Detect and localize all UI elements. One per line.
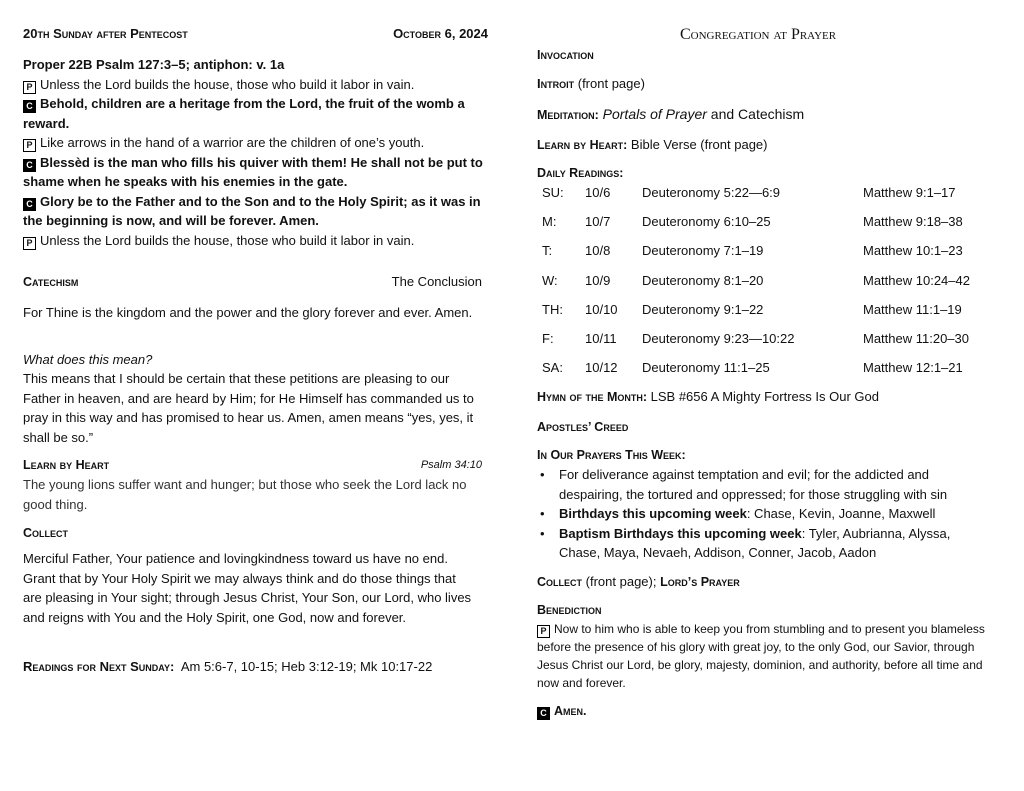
- congregation-response-icon: C: [23, 159, 36, 172]
- catechism-text: For Thine is the kingdom and the power and the glory forever and ever. Amen.: [23, 305, 473, 320]
- learn-by-heart-heading: Learn by Heart: [23, 458, 110, 472]
- next-sunday-text: Am 5:6-7, 10-15; Heb 3:12-19; Mk 10:17-22: [180, 659, 433, 674]
- hymn-line: Hymn of the Month: LSB #656 A Mighty Fortress Is Our God: [537, 389, 879, 404]
- catechism-part: The Conclusion: [391, 274, 482, 289]
- next-sunday-readings: Readings for Next Sunday: Am 5:6-7, 10-15; Heb 3:12-19; Mk 10:17-22: [23, 659, 433, 674]
- psalm-line: C Blessèd is the man who fills his quiver with them! He shall not be put to shame when he speaks with his enemies in the gate.: [23, 154, 483, 189]
- learn-by-heart-line: Learn by Heart: Bible Verse (front page): [537, 137, 768, 152]
- catechism-heading: Catechism: [23, 275, 79, 289]
- list-item: • Baptism Birthdays this upcoming week: Tyler, Aubrianna, Alyssa, Chase, Maya, Nevaeh, Addison, Conner, Jacob, Aadon: [537, 524, 992, 563]
- learn-by-heart-text: The young lions suffer want and hunger; but those who seek the Lord lack no good thing.: [23, 477, 467, 512]
- catechism-question: What does this mean?: [23, 352, 153, 367]
- psalm-line: P Unless the Lord builds the house, those who build it labor in vain.: [23, 75, 488, 95]
- learn-by-heart-ref: Psalm 34:10: [420, 459, 482, 471]
- prayer-list: [537, 465, 992, 563]
- psalm-line: P Unless the Lord builds the house, those who build it labor in vain.: [23, 231, 488, 251]
- psalm-line: P Like arrows in the hand of a warrior are the children of one’s youth.: [23, 133, 488, 153]
- service-date: October 6, 2024: [393, 26, 488, 41]
- creed-heading: Apostles’ Creed: [537, 420, 629, 434]
- amen-line: C Amen.: [537, 703, 587, 720]
- psalm-heading: Proper 22B Psalm 127:3–5; antiphon: v. 1a: [23, 57, 285, 72]
- psalm-line: C Glory be to the Father and to the Son and to the Holy Spirit; as it was in the beginning is now, and will be forever. Amen.: [23, 193, 481, 228]
- benediction-heading: Benediction: [537, 603, 602, 617]
- page-title: Congregation at Prayer: [680, 26, 837, 43]
- pastor-response-icon: P: [23, 237, 36, 250]
- benediction-text: P Now to him who is able to keep you from stumbling and to present you blameless before the presence of his glory with great joy, to the only God, our Savior, through Jesus Christ our Lord, be glory, majesty, dominion, and authority, before all time and now and forever.: [537, 622, 985, 690]
- next-sunday-label: Readings for Next Sunday: [23, 659, 170, 674]
- collect-prayer-line: Collect (front page); Lord’s Prayer: [537, 574, 740, 589]
- list-item: • For deliverance against temptation and evil; for the addicted and despairing, the tortured and oppressed; for those struggling with sin: [537, 465, 992, 504]
- psalm-section: [23, 55, 488, 250]
- catechism-answer: This means that I should be certain that these petitions are pleasing to our Father in heaven, and are heard by Him; for He Himself has commanded us to pray in this way and has promised to hear us. Amen, amen means “yes, yes, it shall be so.”: [23, 371, 474, 445]
- pastor-response-icon: P: [23, 139, 36, 152]
- introit-line: Introit (front page): [537, 76, 645, 91]
- service-title: 20th Sunday after Pentecost: [23, 26, 188, 41]
- congregation-response-icon: C: [537, 707, 550, 720]
- pastor-response-icon: P: [537, 625, 550, 638]
- invocation-heading: Invocation: [537, 48, 594, 62]
- congregation-response-icon: C: [23, 198, 36, 211]
- collect-text: Merciful Father, Your patience and lovingkindness toward us have no end. Grant that by Your Holy Spirit we may always think and do those things that are pleasing in Your sight; through Jesus Christ, Your Son, our Lord, who lives and reigns with You and the Holy Spirit, one God, now and forever.: [23, 551, 472, 625]
- psalm-line: C Behold, children are a heritage from the Lord, the fruit of the womb a reward.: [23, 96, 465, 131]
- daily-readings-table: SU: 10/6 Deuteronomy 5:22—6:9 Matthew 9:1–17 M: 10/7 Deuteronomy 6:10–25 Matthew 9:18–38 T: 10/8 Deuteronomy 7:1–19 Matthew 10:1–23 W: 10/9 Deuteronomy 8:1–20 Matthew 10:24–42 TH: 10/10 Deuteronomy 9:1–22 Matthew 11:1–19 F: 10/11 Deuteronomy 9:23—10:22 Matthew 11:20–30 SA: 10/12 Deuteronomy 11:1–25 Matthew 12:1–21: [542, 185, 970, 375]
- congregation-response-icon: C: [23, 100, 36, 113]
- daily-readings-heading: Daily Readings:: [537, 166, 624, 180]
- list-item: • Birthdays this upcoming week: Chase, Kevin, Joanne, Maxwell: [537, 504, 992, 524]
- pastor-response-icon: P: [23, 81, 36, 94]
- prayers-heading: In Our Prayers This Week:: [537, 448, 686, 462]
- collect-heading: Collect: [23, 526, 69, 540]
- meditation-line: Meditation: Portals of Prayer and Catechism: [537, 106, 805, 122]
